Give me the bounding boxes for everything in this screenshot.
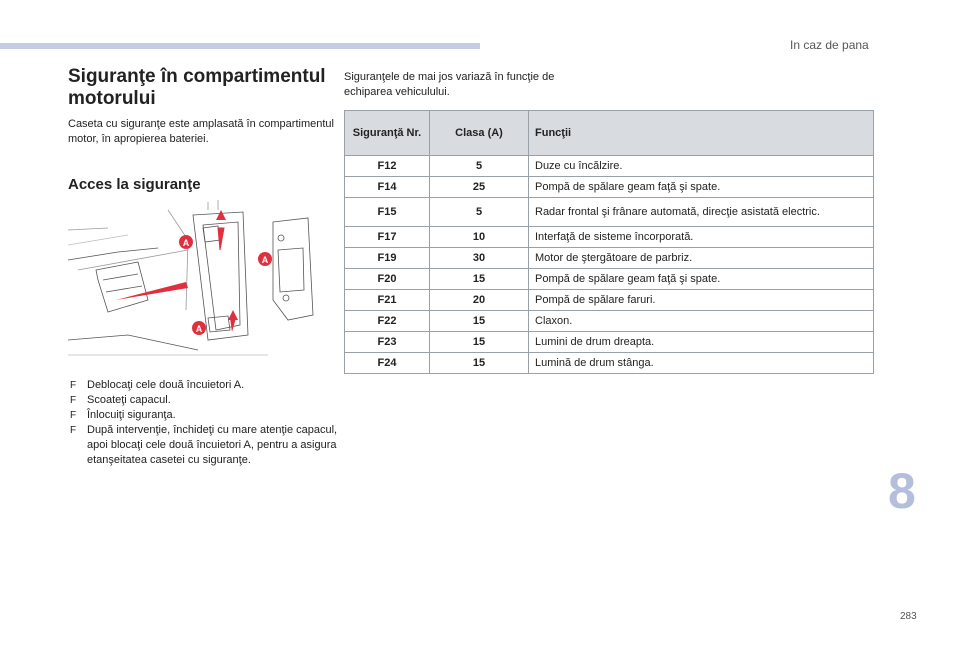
fuse-rating: 30	[430, 248, 529, 269]
step-text: După intervenţie, închideţi cu mare atenţie capacul, apoi blocaţi cele două încuietori A, pentru a asigura etanşeitatea casetei cu siguranţe.	[87, 424, 338, 466]
step-text: Deblocaţi cele două încuietori A.	[87, 379, 245, 391]
table-row	[345, 332, 874, 353]
bullet-icon: F	[70, 425, 77, 436]
bullet-icon: F	[70, 380, 77, 391]
fuse-rating: 25	[430, 177, 529, 198]
table-row	[345, 227, 874, 248]
fuse-number: F23	[345, 332, 430, 353]
instruction-step	[68, 423, 338, 468]
table-row	[345, 198, 874, 227]
fuse-number: F14	[345, 177, 430, 198]
fuse-number: F24	[345, 353, 430, 374]
fuse-number: F15	[345, 198, 430, 227]
table-row	[345, 248, 874, 269]
instruction-step	[68, 408, 338, 423]
instruction-step	[68, 393, 338, 408]
fuse-rating: 10	[430, 227, 529, 248]
fuse-number: F22	[345, 311, 430, 332]
fuse-number: F19	[345, 248, 430, 269]
table-row	[345, 269, 874, 290]
fuse-rating: 5	[430, 156, 529, 177]
instruction-step	[68, 378, 338, 393]
step-text: Scoateţi capacul.	[87, 394, 171, 406]
fuse-function: Pompă de spălare geam faţă şi spate.	[529, 177, 874, 198]
fuse-function: Duze cu încălzire.	[529, 156, 874, 177]
bullet-icon: F	[70, 410, 77, 421]
table-row	[345, 177, 874, 198]
fuse-box-illustration	[68, 200, 323, 360]
fuse-function: Pompă de spălare faruri.	[529, 290, 874, 311]
table-row	[345, 290, 874, 311]
fuse-function: Motor de ştergătoare de parbriz.	[529, 248, 874, 269]
fuse-number: F20	[345, 269, 430, 290]
chapter-number: 8	[888, 463, 916, 519]
fuse-function: Radar frontal şi frânare automată, direcţie asistată electric.	[529, 198, 874, 227]
subsection-title: Acces la siguranţe	[68, 176, 201, 193]
page-number: 283	[900, 611, 917, 622]
svg-text:A: A	[182, 238, 190, 248]
svg-text:A: A	[195, 324, 203, 334]
step-text: Înlocuiţi siguranţa.	[87, 409, 176, 421]
section-title: In caz de pana	[790, 38, 869, 52]
fuse-function: Lumină de drum stânga.	[529, 353, 874, 374]
table-header-row	[345, 111, 874, 156]
svg-text:A: A	[261, 255, 269, 265]
table-row	[345, 156, 874, 177]
table-row	[345, 353, 874, 374]
fuse-rating: 15	[430, 353, 529, 374]
fuse-table	[344, 110, 874, 374]
fuse-rating: 15	[430, 269, 529, 290]
instruction-list	[68, 378, 338, 468]
lock-marker-a	[258, 252, 272, 266]
fuse-number: F12	[345, 156, 430, 177]
page-title: Siguranţe în compartimentul motorului	[68, 66, 326, 109]
fuse-rating: 5	[430, 198, 529, 227]
header-functions: Funcţii	[529, 111, 874, 156]
lock-marker-a	[179, 235, 193, 249]
fuse-function: Lumini de drum dreapta.	[529, 332, 874, 353]
variation-note: Siguranţele de mai jos variază în funcţie de echiparea vehiculului.	[344, 71, 555, 98]
header-rating: Clasa (A)	[430, 111, 529, 156]
fuse-function: Pompă de spălare geam faţă şi spate.	[529, 269, 874, 290]
fuse-function: Interfaţă de sisteme încorporată.	[529, 227, 874, 248]
bullet-icon: F	[70, 395, 77, 406]
header-fuse-number: Siguranţă Nr.	[345, 111, 430, 156]
header-bar	[0, 43, 480, 49]
fuse-number: F17	[345, 227, 430, 248]
fuse-rating: 20	[430, 290, 529, 311]
fuse-number: F21	[345, 290, 430, 311]
fuse-rating: 15	[430, 332, 529, 353]
fuse-function: Claxon.	[529, 311, 874, 332]
table-row	[345, 311, 874, 332]
lock-marker-a	[192, 321, 206, 335]
fuse-rating: 15	[430, 311, 529, 332]
intro-text: Caseta cu siguranţe este amplasată în compartimentul motor, în apropierea bateriei.	[68, 118, 334, 145]
